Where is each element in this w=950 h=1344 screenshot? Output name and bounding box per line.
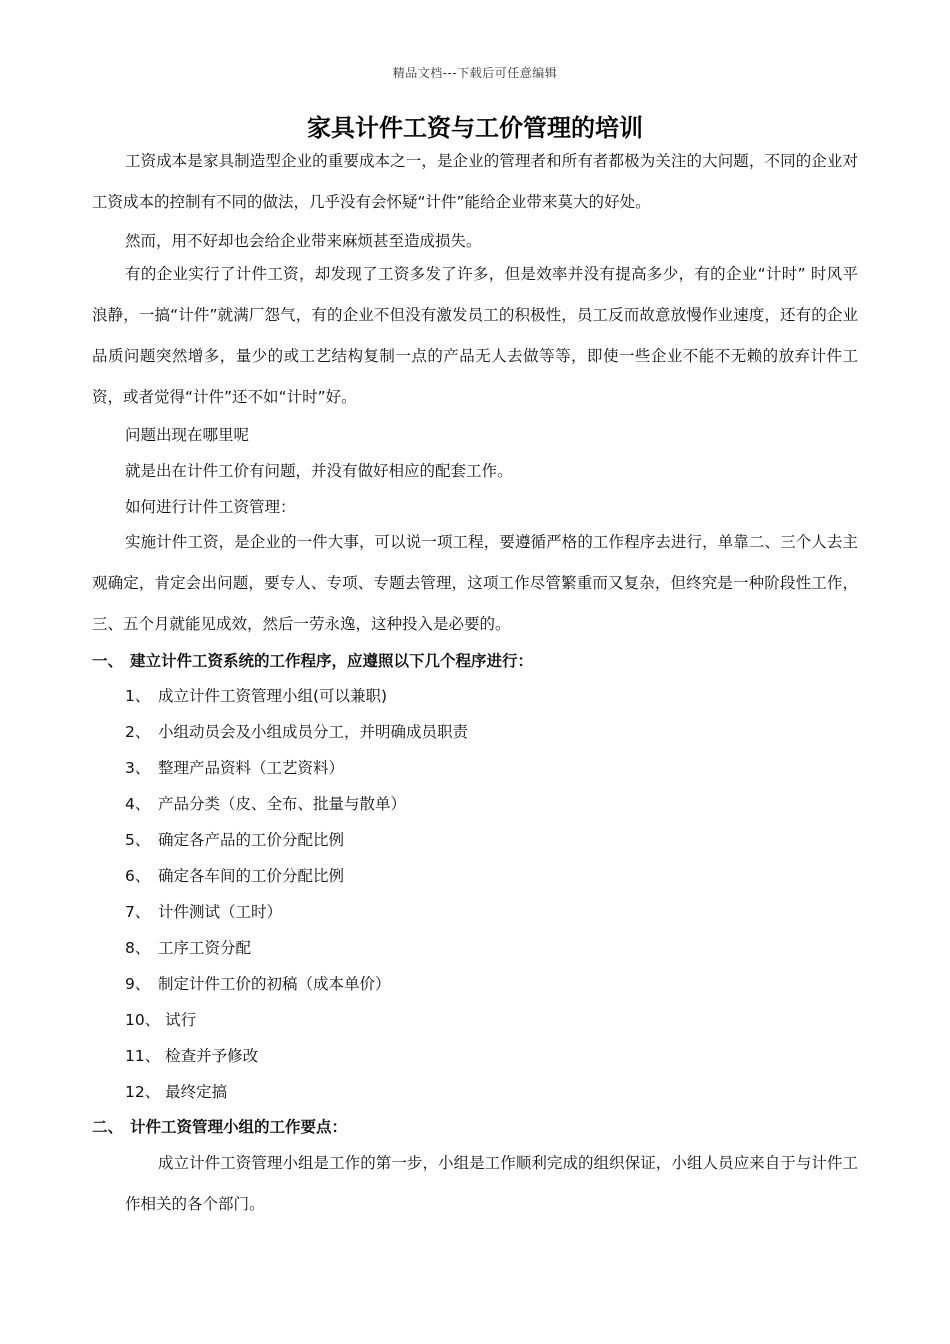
document-title: 家具计件工资与工价管理的培训 xyxy=(307,113,643,142)
section-2-paragraph: 成立计件工资管理小组是工作的第一步，小组是工作顺利完成的组织保证，小组人员应来自于与计件工作相关的各个部门。 xyxy=(125,1154,858,1213)
step-text: 制定计件工价的初稿（成本单价） xyxy=(157,975,391,993)
step-number: 4、 xyxy=(125,795,151,813)
step-text: 成立计件工资管理小组(可以兼职) xyxy=(157,687,388,705)
step-number: 3、 xyxy=(125,759,151,777)
step-text: 整理产品资料（工艺资料） xyxy=(157,759,344,777)
intro-paragraph-6: 如何进行计件工资管理： xyxy=(125,498,296,516)
list-item xyxy=(125,830,468,866)
intro-paragraph-3: 有的企业实行了计件工资，却发现了工资多发了许多，但是效率并没有提高多少，有的企业“计时” 时风平浪静，一搞“计件”就满厂怨气，有的企业不但没有激发员工的积极性，员工反而故意放慢作业速度，还有的企业品质问题突然增多，量少的或工艺结构复制一点的产品无人去做等等，即使一些企业不能不无赖的放弃计件工资，或者觉得“计件”还不如“计时”好。 xyxy=(92,265,858,406)
step-number: 8、 xyxy=(125,939,151,957)
list-item xyxy=(125,866,468,902)
intro-paragraph-1: 工资成本是家具制造型企业的重要成本之一，是企业的管理者和所有者都极为关注的大问题，不同的企业对工资成本的控制有不同的做法，几乎没有会怀疑“计件”能给企业带来莫大的好处。 xyxy=(92,152,858,211)
step-number: 1、 xyxy=(125,687,151,705)
list-item xyxy=(125,686,468,722)
step-number: 2、 xyxy=(125,723,151,741)
section-2-number: 二、 xyxy=(92,1118,124,1136)
list-item xyxy=(125,1010,468,1046)
list-item xyxy=(125,1046,468,1082)
step-text: 最终定搞 xyxy=(165,1083,228,1101)
step-number: 10、 xyxy=(125,1011,161,1029)
step-number: 6、 xyxy=(125,867,151,885)
list-item xyxy=(125,758,468,794)
step-text: 产品分类（皮、全布、批量与散单） xyxy=(157,795,406,813)
list-item xyxy=(125,974,468,1010)
step-number: 9、 xyxy=(125,975,151,993)
list-item xyxy=(125,902,468,938)
list-item xyxy=(125,1082,468,1118)
section-1-title: 建立计件工资系统的工作程序，应遵照以下几个程序进行： xyxy=(130,652,534,670)
step-number: 5、 xyxy=(125,831,151,849)
section-2-heading xyxy=(92,1117,347,1137)
step-text: 小组动员会及小组成员分工，并明确成员职责 xyxy=(157,723,468,741)
step-text: 检查并予修改 xyxy=(165,1047,259,1065)
intro-paragraph-5: 就是出在计件工价有问题，并没有做好相应的配套工作。 xyxy=(125,462,513,480)
intro-paragraph-7: 实施计件工资，是企业的一件大事，可以说一项工程，要遵循严格的工作程序去进行，单靠二、三个人去主观确定，肯定会出问题，要专人、专项、专题去管理，这项工作尽管繁重而又复杂，但终究是一种阶段性工作，三、五个月就能见成效，然后一劳永逸，这种投入是必要的。 xyxy=(92,533,858,633)
section-2-title: 计件工资管理小组的工作要点： xyxy=(130,1118,348,1136)
list-item xyxy=(125,722,468,758)
step-number: 11、 xyxy=(125,1047,161,1065)
step-number: 12、 xyxy=(125,1083,161,1101)
step-text: 试行 xyxy=(165,1011,197,1029)
section-1-number: 一、 xyxy=(92,652,124,670)
procedure-list xyxy=(125,686,468,1118)
list-item xyxy=(125,938,468,974)
step-text: 工序工资分配 xyxy=(157,939,251,957)
section-1-heading xyxy=(92,651,533,671)
step-text: 确定各车间的工价分配比例 xyxy=(157,867,344,885)
step-text: 确定各产品的工价分配比例 xyxy=(157,831,344,849)
intro-paragraph-4: 问题出现在哪里呢 xyxy=(125,426,250,444)
intro-paragraph-2: 然而，用不好却也会给企业带来麻烦甚至造成损失。 xyxy=(125,232,482,250)
list-item xyxy=(125,794,468,830)
step-text: 计件测试（工时） xyxy=(157,903,282,921)
page-header: 精品文档---下载后可任意编辑 xyxy=(392,66,558,80)
step-number: 7、 xyxy=(125,903,151,921)
